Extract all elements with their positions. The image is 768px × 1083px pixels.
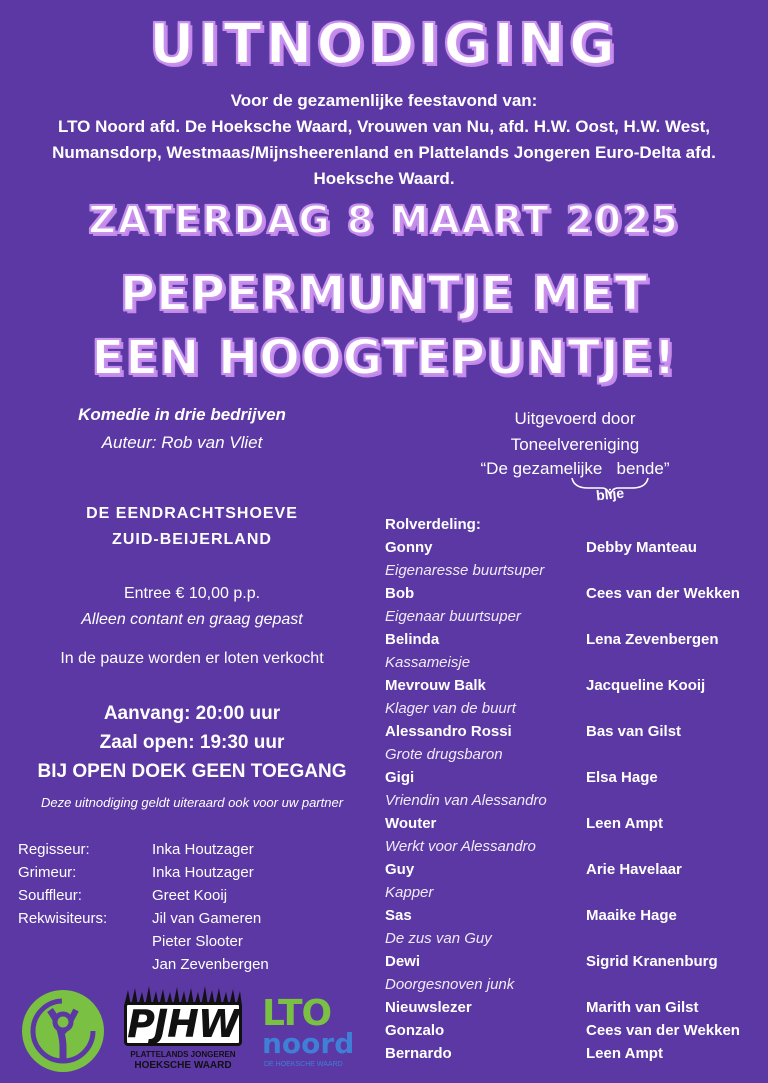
- performed-by-label: Uitgevoerd door: [514, 409, 636, 428]
- cast-actor: Elsa Hage: [586, 769, 658, 786]
- lto-noord-word: noord: [262, 1027, 355, 1060]
- pjhw-letters: PJHW: [127, 1002, 239, 1046]
- play-title-line-1: PEPERMUNTJE MET: [119, 266, 649, 322]
- venue-place: ZUID-BEIJERLAND: [112, 531, 272, 548]
- troupe-name: “De gezamelijke bende”: [480, 459, 670, 478]
- cast-character: Wouter: [385, 815, 437, 832]
- cast-description: De zus van Guy: [385, 930, 492, 947]
- cast-actor: Marith van Gilst: [586, 999, 699, 1016]
- cast-description: Eigenaresse buurtsuper: [385, 562, 545, 579]
- cast-character: Nieuwslezer: [385, 999, 472, 1016]
- play-author: Auteur: Rob van Vliet: [101, 433, 263, 452]
- invitation-title: UITNODIGING: [149, 12, 619, 77]
- lto-letters-text: LTO: [262, 993, 332, 1034]
- lto-subtitle: DE HOEKSCHE WAARD: [264, 1061, 343, 1068]
- cast-actor: Lena Zevenbergen: [586, 631, 719, 648]
- cast-character: Gonzalo: [385, 1022, 445, 1039]
- late-entry-note: BIJ OPEN DOEK GEEN TOEGANG: [37, 761, 347, 782]
- cast-description: Kapper: [385, 884, 434, 901]
- venue-name: DE EENDRACHTSHOEVE: [86, 505, 298, 522]
- play-title-line-2: EEN HOOGTEPUNTJE!: [91, 330, 677, 386]
- play-genre: Komedie in drie bedrijven: [78, 405, 286, 424]
- troupe-insert-word: blije: [595, 484, 625, 504]
- green-organisation-logo-icon: [20, 988, 106, 1074]
- intro-line-1: Voor de gezamenlijke feestavond van:: [230, 91, 538, 110]
- crew-name: Pieter Slooter: [152, 933, 243, 950]
- crew-name: Greet Kooij: [152, 887, 228, 904]
- lottery-note: In de pauze worden er loten verkocht: [60, 650, 324, 667]
- cast-character: Gonny: [385, 539, 433, 556]
- crew-name: Jil van Gameren: [152, 910, 262, 927]
- ticket-price: Entree € 10,00 p.p.: [123, 585, 261, 602]
- cast-actor: Cees van der Wekken: [586, 585, 740, 602]
- crew-role: Souffleur:: [18, 887, 82, 904]
- cast-character: Guy: [385, 861, 415, 878]
- lto-noord-logo: [260, 994, 360, 1074]
- cast-character: Bernardo: [385, 1045, 452, 1062]
- cast-actor: Maaike Hage: [586, 907, 677, 924]
- intro-line-2: LTO Noord afd. De Hoeksche Waard, Vrouwen van Nu, afd. H.W. Oost, H.W. West,: [57, 117, 711, 136]
- event-date: ZATERDAG 8 MAART 2025: [88, 198, 680, 242]
- crew-role: Regisseur:: [18, 841, 90, 858]
- cast-character: Alessandro Rossi: [385, 723, 512, 740]
- cast-character: Gigi: [385, 769, 415, 786]
- troupe-label: Toneelvereniging: [510, 435, 640, 454]
- cast-description: Grote drugsbaron: [385, 746, 503, 763]
- partner-note: Deze uitnodiging geldt uiteraard ook voor uw partner: [40, 795, 344, 810]
- pjhw-logo: [122, 986, 244, 1076]
- cast-actor: Arie Havelaar: [586, 861, 682, 878]
- cast-character: Dewi: [385, 953, 421, 970]
- cast-actor: Bas van Gilst: [586, 723, 682, 740]
- crew-name: Inka Houtzager: [152, 841, 254, 858]
- cast-character: Mevrouw Balk: [385, 677, 486, 694]
- pjhw-subtitle-2: HOEKSCHE WAARD: [134, 1060, 232, 1071]
- crew-name: Jan Zevenbergen: [152, 956, 269, 973]
- cast-description: Doorgesnoven junk: [385, 976, 515, 993]
- cast-description: Eigenaar buurtsuper: [385, 608, 521, 625]
- payment-note: Alleen contant en graag gepast: [81, 611, 303, 628]
- crew-name: Inka Houtzager: [152, 864, 254, 881]
- cast-description: Werkt voor Alessandro: [385, 838, 536, 855]
- cast-character: Bob: [385, 585, 415, 602]
- cast-actor: Sigrid Kranenburg: [586, 953, 718, 970]
- crew-role: Grimeur:: [18, 864, 77, 881]
- cast-actor: Leen Ampt: [586, 815, 663, 832]
- cast-description: Klager van de buurt: [385, 700, 516, 717]
- cast-description: Kassameisje: [385, 654, 471, 671]
- cast-actor: Jacqueline Kooij: [586, 677, 706, 694]
- pjhw-subtitle-1: PLATTELANDS JONGEREN: [130, 1050, 236, 1059]
- cast-character: Belinda: [385, 631, 440, 648]
- doors-time: Zaal open: 19:30 uur: [99, 732, 285, 753]
- intro-line-4: Hoeksche Waard.: [313, 169, 455, 188]
- crew-role: Rekwisiteurs:: [18, 910, 108, 927]
- cast-description: Vriendin van Alessandro: [385, 792, 547, 809]
- cast-actor: Cees van der Wekken: [586, 1022, 740, 1039]
- cast-actor: Debby Manteau: [586, 539, 697, 556]
- cast-character: Sas: [385, 907, 412, 924]
- cast-actor: Leen Ampt: [586, 1045, 663, 1062]
- start-time: Aanvang: 20:00 uur: [103, 703, 281, 724]
- cast-heading: Rolverdeling:: [385, 516, 481, 533]
- intro-line-3: Numansdorp, Westmaas/Mijnsheerenland en Plattelands Jongeren Euro-Delta afd.: [52, 143, 716, 162]
